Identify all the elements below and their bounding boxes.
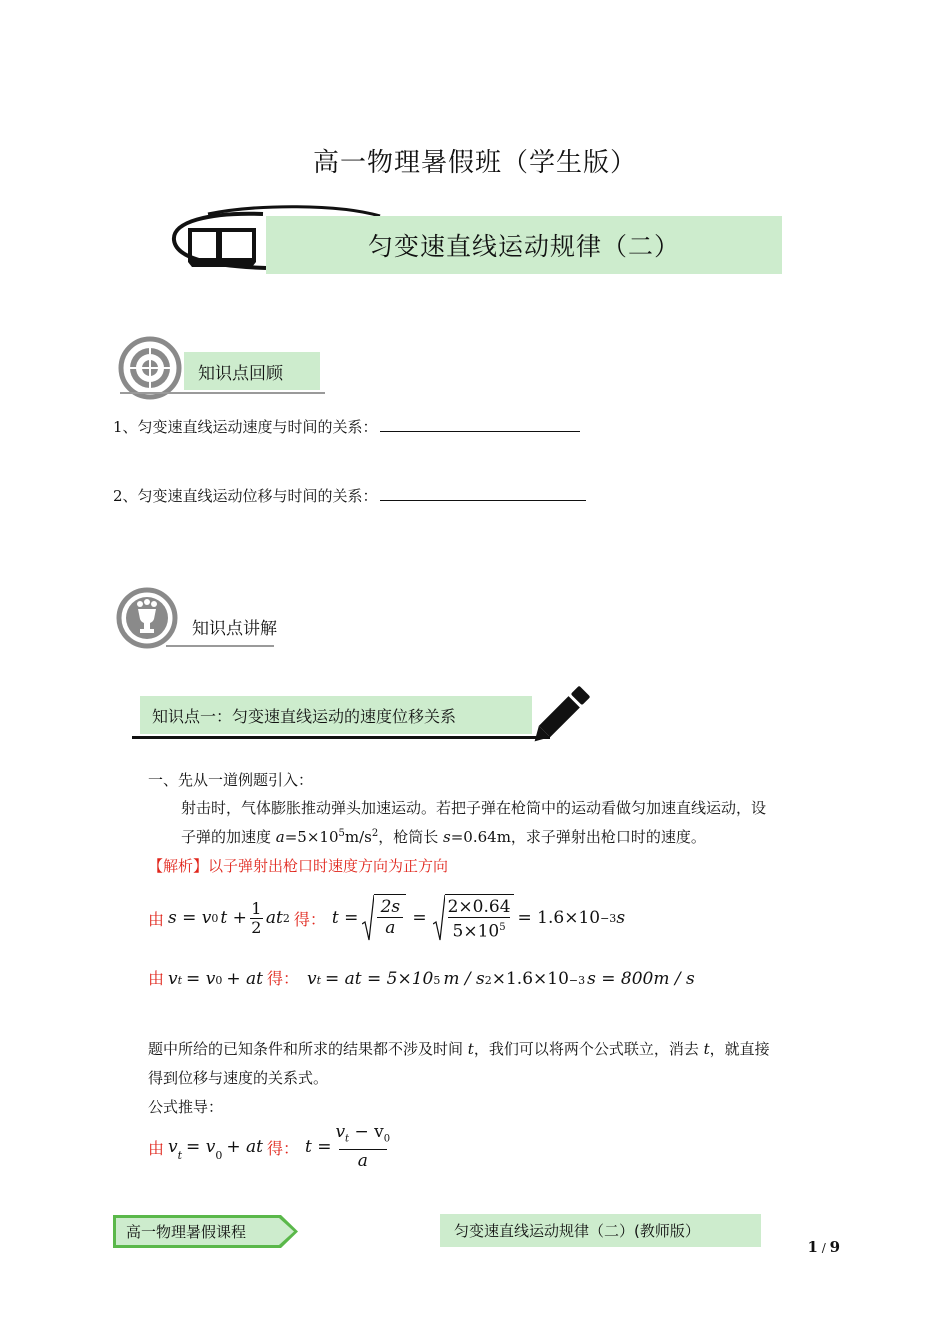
knowledge-point-underline: [132, 736, 550, 739]
footer-course-name: 高一物理暑假课程: [126, 1223, 247, 1241]
sqrt-2: 2×0.64 $5\times 10^5$: [433, 894, 514, 942]
formula-1: 由 s = v 0 t + 1 2 at 2 得： t = 2s a = 2×0.64 $5\times 10^5$ = 1.6×10 −3 s: [148, 892, 625, 944]
example-line-1: 射击时，气体膨胀推动弹头加速运动。若把子弹在枪筒中的运动看做匀加速直线运动，设: [181, 799, 767, 817]
document-title: 高一物理暑假班（学生版）: [312, 148, 637, 178]
analysis-heading: 【解析】以子弹射出枪口时速度方向为正方向: [148, 857, 449, 875]
chapter-banner: [266, 216, 782, 274]
answer-blank-1[interactable]: [380, 417, 580, 432]
chapter-title: 匀变速直线运动规律（二）: [367, 232, 680, 261]
knowledge-point-header: [140, 696, 532, 734]
section-underline-2: [166, 645, 274, 647]
question-1-text: 1、匀变速直线运动速度与时间的关系：: [113, 418, 378, 436]
question-2: [113, 485, 586, 506]
section-knowledge-explanation: 知识点讲解: [192, 619, 277, 639]
paragraph-line-2: 得到位移与速度的关系式。: [148, 1069, 329, 1087]
page-number: 1 / 9: [807, 1238, 840, 1256]
example-intro: 一、先从一道例题引入：: [148, 771, 314, 789]
section-knowledge-review: [184, 352, 320, 390]
sqrt-1: 2s a: [362, 894, 406, 942]
paragraph-line-1: 题中所给的已知条件和所求的结果都不涉及时间 t，我们可以将两个公式联立，消去 t，就直接: [148, 1040, 770, 1058]
question-1: [113, 416, 580, 437]
footer-chapter-name: 匀变速直线运动规律（二）(教师版）: [454, 1222, 700, 1240]
section-underline: [120, 390, 330, 396]
footer-chapter-tag: [440, 1214, 761, 1247]
section-knowledge-review-label: 知识点回顾: [198, 363, 283, 384]
derivation-label: 公式推导：: [148, 1098, 224, 1116]
question-2-text: 2、匀变速直线运动位移与时间的关系：: [113, 487, 378, 505]
fraction-t: $v_t - v_0$ a: [335, 1122, 391, 1172]
example-line-2: 子弹的加速度 $a=5\times 10^5m/s^2$，枪筒长 s=0.64m，求子弹射出枪口时的速度。: [181, 828, 706, 846]
formula-3: 由 v $_t$ = v $_0$ + at 得： t = $v_t - v_0$ a: [148, 1122, 391, 1172]
pencil-icon: [532, 678, 598, 744]
trophy-icon: [116, 587, 180, 649]
answer-blank-2[interactable]: [380, 486, 586, 501]
formula-2: 由 v t = v 0 + at 得： v t = at = 5×10 5 m / s 2 ×1.6×10 −3 s = 800m / s: [148, 969, 695, 989]
fraction-half: 1 2: [251, 898, 262, 937]
knowledge-point-label: 知识点一：匀变速直线运动的速度位移关系: [152, 706, 457, 726]
